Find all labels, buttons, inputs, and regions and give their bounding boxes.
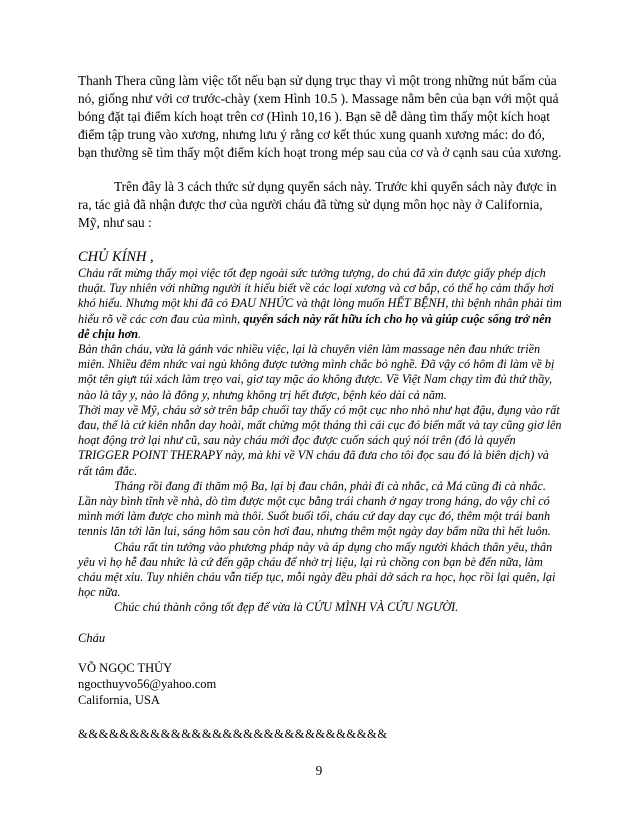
page-content — [78, 72, 563, 742]
letter-paragraph-4: Tháng rồi đang đi thăm mộ Ba, lại bị đau chân, phải đi cà nhắc, cả Má cũng đi cà nhắc. Lần này bình tĩnh về nhà, dò tìm được một cục bằng trái chanh ở ngay trong háng, do vậy chỉ có mình mới làm được cho mình mà thôi. Suốt buổi tối, cháu cứ day day cục đó, thêm một trái banh tennis lăn tới lăn lui, sáng hôm sau còn hơi đau, nhưng thêm một ngày day bấm nữa thì hết luôn. — [78, 478, 551, 539]
letter-paragraph-5: Cháu rất tin tưởng vào phương pháp này và áp dụng cho mấy người khách thân yêu, thân yêu vì họ hễ đau nhức là cứ đến gặp cháu để nhờ trị liệu, lại rủ chồng con bạn bè đến nữa, làm cháu mệt xỉu. Tuy nhiên cháu vẫn tiếp tục, mỗi ngày đều phải dở sách ra học, học rồi lại quên, lại học nữa. — [78, 539, 556, 600]
letter-paragraph-3: Thời may về Mỹ, cháu sờ sờ trên bắp chuối tay thấy có một cục nho nhỏ như hạt đậu, đụng vào rất đau, thế là cứ kiên nhẫn day hoài, mất chừng một tháng thì cái cục đó biến mất và tay cũng giơ lên hoạt động trở lại như cũ, sau này cháu mới đọc được cuốn sách quý nói trên (đó là quyển TRIGGER POINT THERAPY này, mà khi về VN cháu đã đưa cho tôi đọc sau đó là biên dịch) và rất tâm đắc. — [78, 402, 562, 478]
body-paragraph-1: Thanh Thera cũng làm việc tốt nếu bạn sử dụng trục thay vì một trong những nút bấm của nó, giống như với cơ trước-chày (xem Hình 10.5 ). Massage nằm bên của bạn với một quả bóng đặt tại điểm kích hoạt trên cơ (Hình 10,16 ). Bạn sẽ dễ dàng tìm thấy một kích hoạt điểm tập trung vào xương, nhưng lưu ý rằng cơ kết thúc xung quanh xương mác: do đó, bạn thường sẽ tìm thấy một điểm kích hoạt trong mép sau của cơ và ở cạnh sau của xương. — [78, 73, 562, 160]
body-paragraph-2: Trên đây là 3 cách thức sử dụng quyển sách này. Trước khi quyển sách này được in ra, tác giả đã nhận được thơ của người cháu đã từng sử dụng môn học này ở California, Mỹ, như sau : — [78, 179, 557, 230]
letter-salutation: CHỦ KÍNH , — [78, 249, 154, 265]
letter-paragraph-1-emphasis: quyển sách này rất hữu ích cho họ và giúp cuộc sống trở nên dễ chịu hơn — [78, 311, 552, 341]
letter-closing: Cháu — [78, 630, 106, 645]
letter-paragraph-1-end: . — [138, 326, 142, 341]
letter-paragraph-1 — [78, 266, 563, 342]
page-number: 9 — [315, 763, 323, 778]
letter-paragraph-1-text: Cháu rất mừng thấy mọi việc tốt đẹp ngoài sức tưởng tượng, do chú đã xin được giấy phép dịch thuật. Tuy nhiên với những người ít hiểu biết về các loại xương và cơ bắp, có thể họ cảm thấy hơi khó hiểu. Nhưng một khi đã có ĐAU NHỨC và thật lòng muốn HẾT BỆNH, thì bệnh nhân phải tìm hiểu rõ về các cơn đau của mình, — [78, 266, 562, 326]
signature-location: California, USA — [78, 692, 160, 707]
letter-paragraph-2: Bản thân cháu, vừa là gánh vác nhiều việc, lại là chuyên viên làm massage nên đau nhức triền miên. Nhiều đêm nhức vai ngủ không được tưởng mình chắc bỏ nghề. Đã vậy có hôm đi làm về bị một tên giựt túi xách làm trẹo vai, giơ tay mặc áo không được. Về Việt Nam chạy tìm đủ thứ thầy, nào là tây y, nào là đông y, nhưng không trị hết được, bệnh kéo dài cả năm. — [78, 342, 555, 402]
signature-name: VÕ NGỌC THỦY — [78, 660, 173, 675]
signature-email: ngocthuyvo56@yahoo.com — [78, 676, 217, 691]
letter-paragraph-6: Chúc chú thành công tốt đẹp để vừa là CỨU MÌNH VÀ CỨU NGƯỜI. — [114, 600, 459, 615]
signature-block — [78, 660, 563, 708]
quoted-letter — [78, 248, 563, 616]
section-separator: &&&&&&&&&&&&&&&&&&&&&&&&&&&&&& — [78, 726, 388, 741]
